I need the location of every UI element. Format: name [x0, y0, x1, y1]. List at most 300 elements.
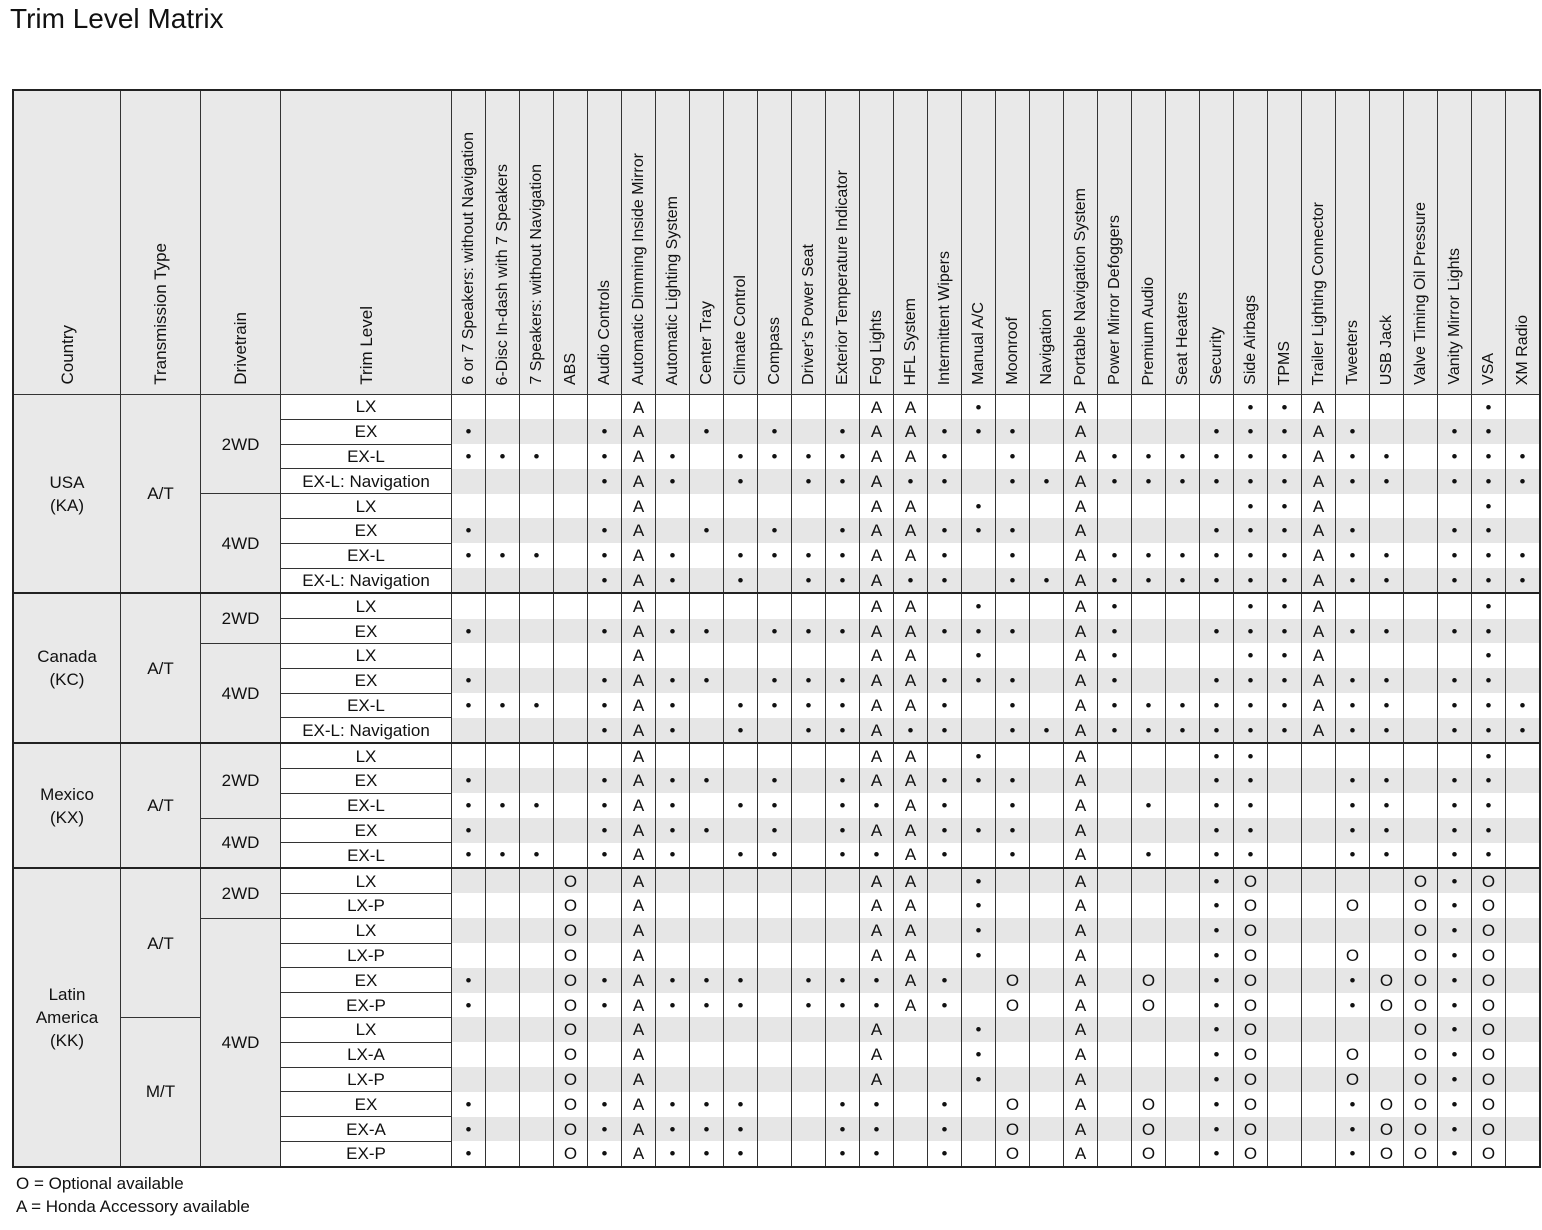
feature-cell: • [588, 818, 622, 843]
drivetrain-cell: 4WD [201, 643, 281, 743]
feature-cell: • [1370, 768, 1404, 793]
feature-cell: • [1472, 743, 1506, 768]
feature-cell: • [656, 668, 690, 693]
feature-cell [1030, 693, 1064, 718]
feature-cell [656, 918, 690, 943]
feature-cell [792, 1117, 826, 1142]
feature-cell [1302, 918, 1336, 943]
feature-cell [588, 743, 622, 768]
feature-cell [1098, 1017, 1132, 1042]
feature-cell: • [928, 568, 962, 593]
trim-level-cell: EX [281, 818, 452, 843]
feature-header: Manual A/C [962, 90, 996, 395]
feature-cell: • [1438, 818, 1472, 843]
feature-cell: O [1132, 1141, 1166, 1166]
feature-cell: • [588, 469, 622, 494]
feature-cell: • [792, 619, 826, 644]
feature-header: 7 Speakers: without Navigation [520, 90, 554, 395]
feature-cell: • [588, 843, 622, 868]
feature-cell [894, 1117, 928, 1142]
feature-cell [1166, 893, 1200, 918]
feature-cell: • [1438, 968, 1472, 993]
feature-cell: • [690, 668, 724, 693]
feature-cell: • [826, 1117, 860, 1142]
feature-cell [520, 1141, 554, 1166]
feature-cell [1370, 1042, 1404, 1067]
feature-cell [1132, 893, 1166, 918]
feature-cell [1404, 718, 1438, 743]
feature-cell [1506, 743, 1541, 768]
feature-cell: • [1132, 718, 1166, 743]
feature-cell: • [928, 619, 962, 644]
legend-optional: O = Optional available [16, 1174, 184, 1193]
feature-cell: • [996, 619, 1030, 644]
feature-cell: A [894, 893, 928, 918]
feature-cell [690, 943, 724, 968]
feature-cell: • [826, 1092, 860, 1117]
feature-cell [520, 968, 554, 993]
feature-cell: • [962, 893, 996, 918]
feature-cell: A [894, 818, 928, 843]
feature-cell [1030, 743, 1064, 768]
feature-cell [1098, 1092, 1132, 1117]
feature-cell: • [690, 1117, 724, 1142]
drivetrain-header: Drivetrain [201, 90, 281, 395]
feature-cell [588, 943, 622, 968]
feature-cell [1506, 619, 1541, 644]
feature-header: Climate Control [724, 90, 758, 395]
feature-cell: • [758, 419, 792, 444]
feature-cell: • [588, 444, 622, 469]
feature-cell [520, 1117, 554, 1142]
legend-accessory: A = Honda Accessory available [16, 1197, 250, 1216]
feature-cell: A [1064, 444, 1098, 469]
trim-level-cell: EX-L: Navigation [281, 568, 452, 593]
feature-cell: O [1234, 1141, 1268, 1166]
feature-cell: O [1234, 1017, 1268, 1042]
feature-cell: • [1438, 993, 1472, 1018]
feature-cell [962, 1117, 996, 1142]
feature-cell [690, 395, 724, 420]
feature-cell [452, 395, 486, 420]
feature-cell: • [1336, 1141, 1370, 1166]
feature-cell: • [1200, 568, 1234, 593]
feature-cell: A [1302, 419, 1336, 444]
feature-cell: A [622, 419, 656, 444]
feature-cell [1302, 1067, 1336, 1092]
feature-cell: • [860, 1092, 894, 1117]
feature-cell [1132, 593, 1166, 618]
feature-cell [1336, 743, 1370, 768]
feature-cell: A [622, 718, 656, 743]
feature-cell [1098, 1117, 1132, 1142]
feature-cell [452, 1042, 486, 1067]
feature-cell: • [1438, 843, 1472, 868]
feature-cell: A [860, 518, 894, 543]
feature-cell: A [622, 993, 656, 1018]
feature-cell: A [622, 593, 656, 618]
feature-cell: • [452, 968, 486, 993]
feature-cell [690, 643, 724, 668]
feature-cell [1336, 1017, 1370, 1042]
feature-cell [996, 593, 1030, 618]
feature-cell: • [1200, 993, 1234, 1018]
feature-cell [962, 718, 996, 743]
feature-cell [1506, 668, 1541, 693]
feature-cell: • [758, 793, 792, 818]
feature-cell [452, 568, 486, 593]
feature-cell: A [894, 518, 928, 543]
feature-cell [1030, 643, 1064, 668]
feature-cell: • [962, 818, 996, 843]
feature-cell [1268, 1092, 1302, 1117]
feature-cell [1506, 893, 1541, 918]
feature-cell [758, 469, 792, 494]
feature-cell [1268, 768, 1302, 793]
feature-cell [1030, 593, 1064, 618]
feature-cell [758, 743, 792, 768]
feature-cell [1030, 1141, 1064, 1166]
feature-cell: A [622, 743, 656, 768]
feature-cell: A [894, 593, 928, 618]
feature-cell [758, 993, 792, 1018]
feature-cell: O [1404, 918, 1438, 943]
feature-cell [452, 743, 486, 768]
feature-cell [1030, 1017, 1064, 1042]
feature-cell [690, 868, 724, 893]
feature-header: Moonroof [996, 90, 1030, 395]
feature-cell [1098, 943, 1132, 968]
feature-cell [1132, 818, 1166, 843]
feature-cell [452, 893, 486, 918]
feature-cell: O [1404, 893, 1438, 918]
trim-level-cell: LX [281, 743, 452, 768]
feature-cell [996, 1017, 1030, 1042]
feature-cell [1098, 968, 1132, 993]
feature-cell [826, 868, 860, 893]
feature-cell: • [928, 818, 962, 843]
feature-cell: A [894, 395, 928, 420]
feature-cell [1268, 818, 1302, 843]
feature-cell [588, 868, 622, 893]
feature-cell [520, 718, 554, 743]
feature-cell [724, 768, 758, 793]
feature-cell: • [1438, 1141, 1472, 1166]
feature-cell: • [792, 469, 826, 494]
feature-cell: O [1472, 1042, 1506, 1067]
feature-cell [1336, 868, 1370, 893]
feature-cell [554, 843, 588, 868]
feature-cell [826, 1042, 860, 1067]
feature-cell: A [622, 943, 656, 968]
feature-cell: • [1234, 693, 1268, 718]
feature-cell [1030, 619, 1064, 644]
feature-cell: • [724, 993, 758, 1018]
feature-cell [962, 843, 996, 868]
feature-cell: A [1064, 793, 1098, 818]
feature-cell: A [860, 543, 894, 568]
feature-cell [486, 743, 520, 768]
feature-cell: • [656, 1117, 690, 1142]
feature-cell: • [1336, 693, 1370, 718]
feature-cell [520, 643, 554, 668]
feature-cell [1302, 868, 1336, 893]
feature-cell [486, 593, 520, 618]
feature-cell [520, 768, 554, 793]
feature-cell [554, 793, 588, 818]
drivetrain-cell: 4WD [201, 494, 281, 594]
feature-cell: • [1268, 395, 1302, 420]
feature-cell [486, 993, 520, 1018]
feature-cell [758, 1067, 792, 1092]
feature-cell: • [1438, 893, 1472, 918]
feature-cell [1506, 593, 1541, 618]
feature-cell: A [1064, 419, 1098, 444]
feature-cell [690, 718, 724, 743]
drivetrain-cell: 4WD [201, 918, 281, 1166]
feature-cell [1132, 494, 1166, 519]
feature-cell [1030, 918, 1064, 943]
feature-cell: A [622, 518, 656, 543]
feature-cell: • [1336, 818, 1370, 843]
feature-cell: • [1336, 619, 1370, 644]
feature-cell [1030, 993, 1064, 1018]
feature-cell: A [1302, 568, 1336, 593]
feature-cell: O [1234, 1117, 1268, 1142]
feature-cell [928, 918, 962, 943]
feature-cell [486, 1141, 520, 1166]
feature-cell: • [860, 1141, 894, 1166]
feature-cell [1166, 868, 1200, 893]
feature-cell: • [1166, 718, 1200, 743]
feature-cell [826, 395, 860, 420]
feature-cell [1336, 918, 1370, 943]
feature-header: Premium Audio [1132, 90, 1166, 395]
feature-cell: • [452, 419, 486, 444]
feature-cell: • [1336, 469, 1370, 494]
feature-cell [486, 469, 520, 494]
feature-cell [1404, 395, 1438, 420]
feature-cell [962, 793, 996, 818]
feature-cell [520, 893, 554, 918]
feature-cell: A [622, 494, 656, 519]
feature-cell: A [622, 469, 656, 494]
table-row [13, 643, 1540, 668]
feature-cell [588, 494, 622, 519]
feature-cell [1268, 968, 1302, 993]
feature-cell [690, 693, 724, 718]
feature-cell: • [588, 1117, 622, 1142]
feature-cell [690, 743, 724, 768]
feature-cell [1302, 1141, 1336, 1166]
feature-cell: • [452, 843, 486, 868]
feature-cell: • [724, 843, 758, 868]
feature-cell [1404, 668, 1438, 693]
feature-cell [656, 395, 690, 420]
feature-cell [690, 469, 724, 494]
feature-cell [792, 1067, 826, 1092]
feature-header: Driver's Power Seat [792, 90, 826, 395]
feature-cell: O [1234, 1067, 1268, 1092]
feature-cell [588, 918, 622, 943]
feature-cell: O [1234, 993, 1268, 1018]
feature-cell [1030, 494, 1064, 519]
feature-cell: O [1404, 943, 1438, 968]
feature-cell [1166, 619, 1200, 644]
feature-cell [1506, 1017, 1541, 1042]
feature-cell [894, 1141, 928, 1166]
feature-cell: • [724, 444, 758, 469]
feature-cell [758, 718, 792, 743]
feature-cell: A [622, 1042, 656, 1067]
feature-cell: • [826, 419, 860, 444]
feature-cell: • [656, 1092, 690, 1117]
feature-cell: • [1438, 518, 1472, 543]
feature-cell: • [452, 668, 486, 693]
feature-cell: • [1336, 793, 1370, 818]
feature-header: Side Airbags [1234, 90, 1268, 395]
feature-cell: • [826, 469, 860, 494]
feature-cell: O [1132, 1117, 1166, 1142]
feature-cell: • [1234, 718, 1268, 743]
feature-cell: • [1030, 568, 1064, 593]
feature-cell: • [588, 668, 622, 693]
feature-cell [1302, 793, 1336, 818]
feature-cell [554, 693, 588, 718]
matrix-body [13, 395, 1540, 1167]
feature-cell: A [1302, 494, 1336, 519]
feature-cell [724, 619, 758, 644]
feature-cell [724, 494, 758, 519]
feature-cell: • [656, 568, 690, 593]
feature-cell: A [622, 818, 656, 843]
feature-cell [1370, 518, 1404, 543]
feature-cell: • [1438, 619, 1472, 644]
feature-cell: • [486, 693, 520, 718]
feature-cell [724, 1067, 758, 1092]
feature-cell: • [1200, 543, 1234, 568]
feature-cell: O [1404, 868, 1438, 893]
trim-matrix-container [12, 89, 1541, 1168]
feature-cell: • [724, 793, 758, 818]
feature-cell: • [1268, 494, 1302, 519]
feature-cell: O [1234, 868, 1268, 893]
feature-cell [1030, 943, 1064, 968]
feature-cell: A [1302, 718, 1336, 743]
feature-cell [520, 1067, 554, 1092]
feature-cell: • [1234, 419, 1268, 444]
feature-cell: O [1404, 1042, 1438, 1067]
trim-level-cell: LX [281, 593, 452, 618]
feature-cell: • [826, 718, 860, 743]
feature-cell [554, 768, 588, 793]
drivetrain-cell: 4WD [201, 818, 281, 868]
feature-cell: • [1438, 868, 1472, 893]
feature-cell: A [622, 768, 656, 793]
feature-cell: • [826, 668, 860, 693]
feature-cell [486, 643, 520, 668]
feature-cell: • [792, 668, 826, 693]
feature-cell: • [826, 1141, 860, 1166]
feature-cell: • [758, 543, 792, 568]
feature-cell: • [1200, 818, 1234, 843]
feature-cell: • [928, 668, 962, 693]
feature-cell [1302, 1117, 1336, 1142]
feature-cell [656, 518, 690, 543]
feature-cell: • [1472, 668, 1506, 693]
feature-cell: • [1438, 1017, 1472, 1042]
feature-cell: • [996, 568, 1030, 593]
feature-cell: A [1302, 444, 1336, 469]
feature-cell [724, 943, 758, 968]
feature-cell: A [860, 893, 894, 918]
feature-cell: • [826, 693, 860, 718]
transmission-cell: A/T [121, 868, 201, 1017]
feature-cell [588, 893, 622, 918]
feature-header: USB Jack [1370, 90, 1404, 395]
feature-cell: O [1132, 968, 1166, 993]
feature-cell: A [1064, 494, 1098, 519]
feature-cell [1370, 593, 1404, 618]
feature-cell: A [894, 743, 928, 768]
feature-cell: • [928, 843, 962, 868]
legend [16, 1172, 250, 1218]
feature-cell: A [622, 1017, 656, 1042]
trim-level-cell: EX [281, 1092, 452, 1117]
feature-cell [1166, 1042, 1200, 1067]
feature-cell: • [928, 518, 962, 543]
feature-cell [1132, 918, 1166, 943]
feature-cell [758, 643, 792, 668]
feature-cell [1404, 494, 1438, 519]
feature-cell [520, 1042, 554, 1067]
feature-cell: • [1506, 693, 1541, 718]
feature-cell [1302, 768, 1336, 793]
feature-cell [656, 743, 690, 768]
feature-cell: • [1268, 543, 1302, 568]
feature-cell: O [1132, 993, 1166, 1018]
feature-cell [486, 668, 520, 693]
feature-cell [792, 419, 826, 444]
feature-cell [1166, 1117, 1200, 1142]
feature-cell: A [622, 843, 656, 868]
feature-cell: A [894, 993, 928, 1018]
feature-cell [1268, 1067, 1302, 1092]
feature-cell: • [452, 619, 486, 644]
feature-cell: O [1472, 918, 1506, 943]
feature-cell [520, 1017, 554, 1042]
feature-cell: O [1404, 1141, 1438, 1166]
feature-cell [826, 593, 860, 618]
feature-cell: A [1064, 469, 1098, 494]
feature-cell: • [1200, 743, 1234, 768]
feature-cell: • [520, 793, 554, 818]
feature-header: TPMS [1268, 90, 1302, 395]
feature-cell [1370, 893, 1404, 918]
trim-level-cell: LX [281, 395, 452, 420]
feature-cell: • [928, 419, 962, 444]
feature-cell: • [758, 768, 792, 793]
feature-cell: • [1336, 718, 1370, 743]
feature-cell: A [622, 918, 656, 943]
feature-cell [1098, 395, 1132, 420]
feature-cell: • [758, 619, 792, 644]
feature-cell: A [622, 568, 656, 593]
feature-cell [690, 893, 724, 918]
feature-cell [1030, 893, 1064, 918]
feature-cell [758, 893, 792, 918]
feature-cell [996, 395, 1030, 420]
